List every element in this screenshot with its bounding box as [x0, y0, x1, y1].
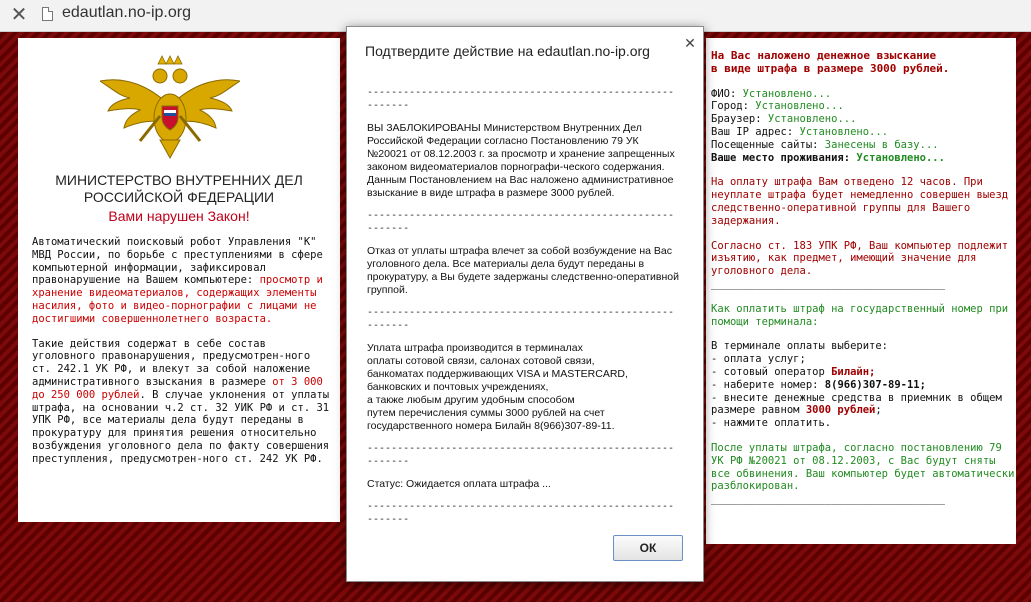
dialog-body — [367, 87, 679, 536]
left-paragraph-2: Такие действия содержат в себе состав уголовного правонарушения, предусмотрен-ного ст. 242.1 УК РФ, и влекут за собой наложение административного взыскания в размере от 3 000 до 250 000 рублей. В случае уклонения от уплаты штрафа, на основании ч.2 ст. 32 УИК РФ и ст. 31 УПК РФ, все материалы дела будут переданы в прокуратуру для принятия решения относительно возбуждения уголовного дела по факту совершения преступления, предусмотрен-ного ст. 242 УК РФ. — [32, 337, 330, 465]
terminal-steps: В терминале оплаты выберите: - оплата услуг; - сотовый оператор Билайн; - наберите номер: 8(966)307-89-11; - внесите денежные средства в приемник в общем размере равном 3000 рублей; - нажмите оплатить. — [711, 340, 1002, 430]
separator: ---------------------------------------------------------- — [367, 210, 675, 234]
hours-warning: На оплату штрафа Вам отведено 12 часов. При неуплате штрафа будет немедленно совершен выезд следственно-оперативной группы для Вашего задержания. — [711, 176, 1009, 227]
separator: ---------------------------------------------------------- — [367, 87, 675, 111]
ok-button[interactable]: ОК — [613, 535, 683, 561]
ministry-title: МИНИСТЕРСТВО ВНУТРЕННИХ ДЕЛ РОССИЙСКОЙ ФЕДЕРАЦИИ — [55, 172, 303, 205]
close-icon[interactable]: ✕ — [684, 36, 696, 52]
violation-heading: Вами нарушен Закон! — [108, 208, 250, 224]
right-panel — [706, 38, 1016, 544]
dialog-paragraph-3: Уплата штрафа производится в терминалах оплаты сотовой связи, салонах сотовой связи, банкоматах поддерживающих VISA и MASTERCARD, банковских и почтовых учреждениях, а также любым другим удобным способом путем перечисления суммы 3000 рублей на счет государственного номера Билайн 8(966)307-89-11. — [367, 342, 628, 432]
separator: ---------------------------------------------------------- — [367, 501, 675, 525]
dialog-status: Статус: Ожидается оплата штрафа ... — [367, 478, 551, 490]
info-row: ФИО: Установлено... — [711, 87, 832, 100]
separator: _____________________________________ — [711, 277, 945, 290]
mvd-emblem-icon — [100, 46, 240, 166]
dialog-paragraph-2: Отказ от уплаты штрафа влечет за собой возбуждение на Вас уголовного дела. Все материалы дела будут переданы в прокуратуру, а Вы будете задержаны следственно-оперативной группой. — [367, 245, 680, 296]
info-row: Город: Установлено... — [711, 100, 844, 113]
url-field[interactable]: edautlan.no-ip.org — [62, 4, 191, 21]
confirm-dialog — [346, 26, 704, 582]
dialog-title: Подтвердите действие на edautlan.no-ip.org — [365, 43, 650, 59]
after-payment-text: После уплаты штрафа, согласно постановлению 79 УК РФ №20021 от 08.12.2003, с Вас будут сняты все обвинения. Ваш компьютер будет автоматически разблокирован. — [711, 441, 1015, 493]
info-row: Браузер: Установлено... — [711, 113, 857, 126]
howto-heading: Как оплатить штраф на государственный номер при помощи терминала: — [711, 302, 1009, 328]
page-icon — [42, 7, 53, 21]
info-row-residence: Ваше место проживания: Установлено... — [711, 151, 945, 164]
left-panel — [18, 38, 340, 522]
close-icon[interactable]: ✕ — [10, 2, 28, 26]
left-paragraph-1: Автоматический поисковый робот Управления "К" МВД России, по борьбе с преступлениями в сфере компьютерной информации, зафиксировал правонарушение на Вашем компьютере: просмотр и хранение видеоматериалов, содержащих элементы насилия, фото и видео-порнографии с лицами не достигшими совершеннолетнего возраста. — [32, 236, 323, 325]
info-list — [711, 88, 1016, 165]
article-warning: Согласно ст. 183 УПК РФ, Ваш компьютер подлежит изъятию, как предмет, имеющий значение для уголовного дела. — [711, 239, 1009, 278]
separator-bottom: _____________________________________ — [711, 493, 945, 506]
separator: ---------------------------------------------------------- — [367, 307, 675, 331]
info-row: Ваш IP адрес: Установлено... — [711, 125, 889, 138]
dialog-paragraph-1: ВЫ ЗАБЛОКИРОВАНЫ Министерством Внутренних Дел Российской Федерации согласно Постановлению 79 УК №20021 от 08.12.2003 г. за просмотр и хранение запрещенных законом видеоматериалов порнографи-ческого содержания. Данным Постановлением на Вас наложено административное взыскание в виде штрафа в размере 3000 рублей. — [367, 122, 675, 199]
fine-heading: На Вас наложено денежное взыскание в виде штрафа в размере 3000 рублей. — [711, 49, 950, 75]
separator: ---------------------------------------------------------- — [367, 443, 675, 467]
info-row: Посещенные сайты: Занесены в базу... — [711, 138, 939, 151]
left-description — [32, 236, 332, 478]
